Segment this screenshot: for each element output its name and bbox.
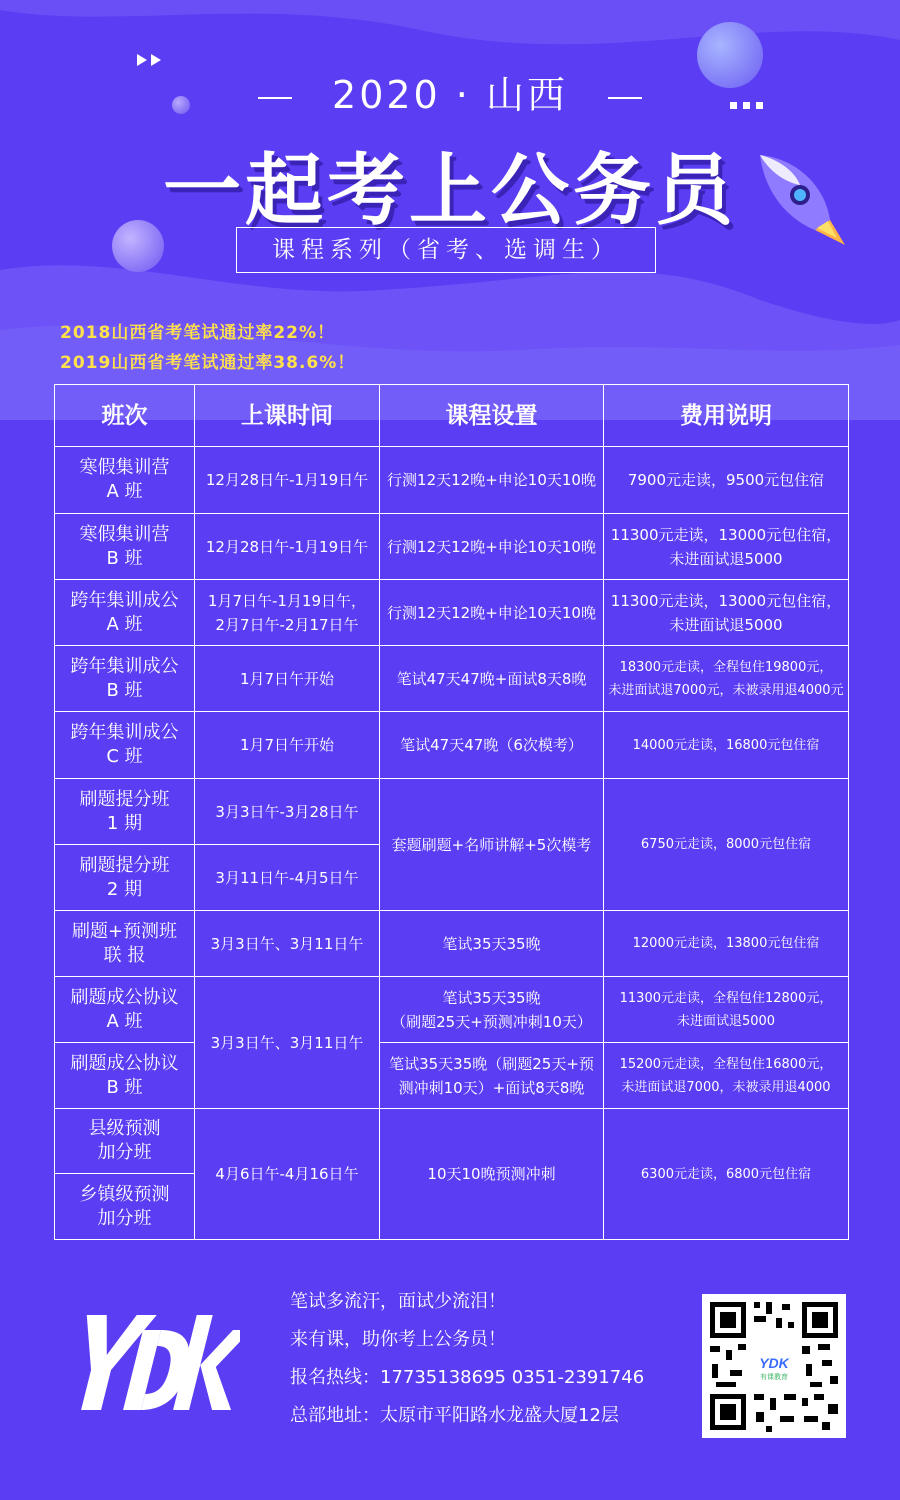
course-table	[54, 384, 849, 1240]
year-heading	[0, 64, 900, 119]
subtitle: 课程系列（省考、选调生）	[236, 227, 656, 273]
table-row	[55, 1043, 849, 1109]
divider	[608, 97, 642, 99]
course-cell: 行测12天12晚+申论10天10晚	[380, 447, 604, 514]
course-cell: 行测12天12晚+申论10天10晚	[380, 580, 604, 646]
year-text: 2020 · 山西	[332, 73, 568, 117]
fee-cell: 7900元走读，9500元包住宿	[604, 447, 849, 514]
course-cell: 行测12天12晚+申论10天10晚	[380, 514, 604, 580]
time-cell: 3月3日午、3月11日午	[195, 911, 380, 977]
class-cell: 刷题+预测班 联 报	[55, 911, 195, 977]
fee-cell: 11300元走读，13000元包住宿， 未进面试退5000	[604, 580, 849, 646]
time-cell: 3月11日午-4月5日午	[195, 845, 380, 911]
class-cell: 县级预测 加分班	[55, 1109, 195, 1174]
header-class: 班次	[55, 385, 195, 447]
table-row	[55, 447, 849, 514]
table-row	[55, 580, 849, 646]
class-cell: 跨年集训成公 A 班	[55, 580, 195, 646]
fee-cell: 11300元走读，全程包住12800元， 未进面试退5000	[604, 977, 849, 1043]
time-cell: 1月7日午开始	[195, 646, 380, 712]
ydk-logo	[60, 1310, 240, 1420]
time-cell: 12月28日午-1月19日午	[195, 514, 380, 580]
slogan-2: 来有课，助你考上公务员！	[290, 1329, 506, 1350]
table-header-row	[55, 385, 849, 447]
table-row	[55, 977, 849, 1043]
course-cell: 10天10晚预测冲刺	[380, 1109, 604, 1240]
time-cell: 1月7日午开始	[195, 712, 380, 779]
pass-rate-2019: 2019山西省考笔试通过率38.6%！	[60, 353, 356, 373]
svg-text:YDK: YDK	[759, 1355, 789, 1371]
time-cell: 12月28日午-1月19日午	[195, 447, 380, 514]
class-cell: 跨年集训成公 B 班	[55, 646, 195, 712]
time-cell: 1月7日午-1月19日午， 2月7日午-2月17日午	[195, 580, 380, 646]
class-cell: 刷题成公协议 A 班	[55, 977, 195, 1043]
fee-cell: 11300元走读，13000元包住宿， 未进面试退5000	[604, 514, 849, 580]
header-fee: 费用说明	[604, 385, 849, 447]
class-cell: 刷题提分班 2 期	[55, 845, 195, 911]
qr-label: 有课教育	[760, 1373, 788, 1381]
class-cell: 刷题成公协议 B 班	[55, 1043, 195, 1109]
course-cell: 套题刷题+名师讲解+5次模考	[380, 779, 604, 911]
time-cell: 3月3日午、3月11日午	[195, 977, 380, 1109]
class-cell: 刷题提分班 1 期	[55, 779, 195, 845]
fee-cell: 18300元走读，全程包住19800元， 未进面试退7000元，未被录用退4000元	[604, 646, 849, 712]
footer-info	[290, 1288, 644, 1440]
header-time: 上课时间	[195, 385, 380, 447]
course-cell: 笔试35天35晚（刷题25天+预 测冲刺10天）+面试8天8晚	[380, 1043, 604, 1109]
class-cell: 寒假集训营 A 班	[55, 447, 195, 514]
class-cell: 乡镇级预测 加分班	[55, 1174, 195, 1240]
divider	[258, 97, 292, 99]
pass-rate-2018: 2018山西省考笔试通过率22%！	[60, 323, 336, 343]
course-cell: 笔试47天47晚+面试8天8晚	[380, 646, 604, 712]
slogan-1: 笔试多流汗，面试少流泪！	[290, 1291, 506, 1312]
logo-text: YDK	[60, 1310, 63, 1311]
class-cell: 寒假集训营 B 班	[55, 514, 195, 580]
fee-cell: 15200元走读，全程包住16800元， 未进面试退7000，未被录用退4000	[604, 1043, 849, 1109]
course-cell: 笔试47天47晚（6次模考）	[380, 712, 604, 779]
table-row	[55, 1109, 849, 1174]
table-row	[55, 712, 849, 779]
page-title: 一起考上公务员	[162, 146, 737, 236]
fee-cell: 6750元走读，8000元包住宿	[604, 779, 849, 911]
time-cell: 4月6日午-4月16日午	[195, 1109, 380, 1240]
address: 总部地址：太原市平阳路水龙盛大厦12层	[290, 1405, 619, 1426]
fee-cell: 6300元走读，6800元包住宿	[604, 1109, 849, 1240]
qr-code-icon	[702, 1294, 846, 1438]
table-row	[55, 779, 849, 845]
table-row	[55, 646, 849, 712]
course-cell: 笔试35天35晚 （刷题25天+预测冲刺10天）	[380, 977, 604, 1043]
hotline: 报名热线：17735138695 0351-2391746	[290, 1367, 645, 1388]
fee-cell: 12000元走读，13800元包住宿	[604, 911, 849, 977]
table-row	[55, 514, 849, 580]
header-course: 课程设置	[380, 385, 604, 447]
fee-cell: 14000元走读，16800元包住宿	[604, 712, 849, 779]
course-cell: 笔试35天35晚	[380, 911, 604, 977]
time-cell: 3月3日午-3月28日午	[195, 779, 380, 845]
qr-code[interactable]	[702, 1294, 846, 1438]
class-cell: 跨年集训成公 C 班	[55, 712, 195, 779]
table-row	[55, 911, 849, 977]
